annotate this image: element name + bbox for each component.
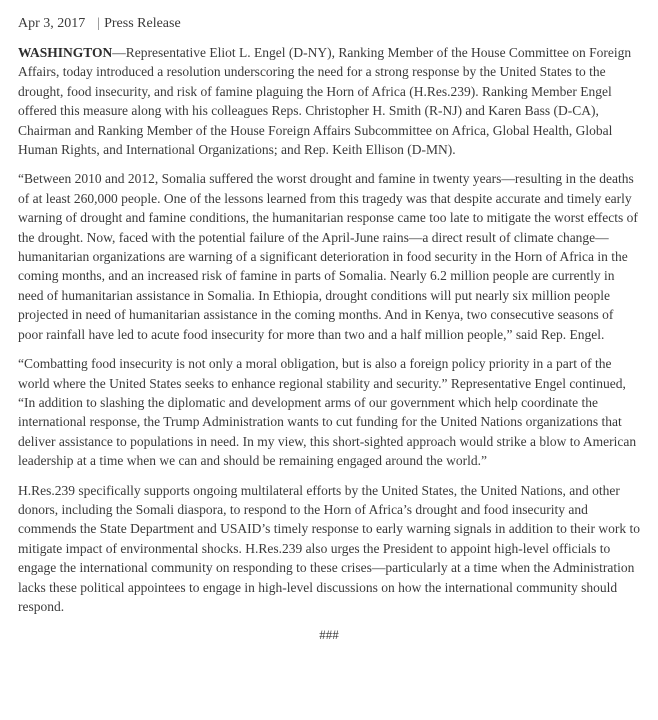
article-paragraph-3: “Combatting food insecurity is not only a moral obligation, but is also a foreign policy priority in a part of the world where the United States seeks to enhance regional stability and security.” Representative Engel continued, “In addition to slashing the diplomatic and development arms of our government which help coordinate the international response, the Trump Administration wants to cut funding for the United Nations organizations that deliver assistance to populations in need. In my view, this short-sighted approach would strike a blow to American leadership at a time when we can and should be remaining engaged around the world.” (18, 356, 637, 469)
article-category: Press Release (104, 16, 181, 31)
article-paragraph-4: H.Res.239 specifically supports ongoing multilateral efforts by the United States, the United Nations, and other donors, including the Somali diaspora, to respond to the Horn of Africa’s drought and food insecurity and commends the State Department and USAID’s timely response to early warning signals in addition to their work to mitigate impact of environmental shocks. H.Res.239 also urges the President to appoint high-level officials to engage the international community on responding to these crises—particularly at a time when the Administration lacks these political appointees to engage in high-level discussions on how the international community should respond. (18, 482, 641, 614)
article-meta (18, 14, 640, 34)
dateline: WASHINGTON (18, 45, 113, 60)
article-paragraph-1 (18, 43, 640, 159)
meta-separator: | (97, 16, 101, 31)
publish-date: Apr 3, 2017 (18, 16, 86, 31)
end-mark: ### (319, 627, 339, 643)
paragraph-1-text: —Representative Eliot L. Engel (D-NY), Ranking Member of the House Committee on Foreign Affairs, today introduced a resolution underscoring the need for a strong response by the United States to the drought, food insecurity, and risk of famine plaguing the Horn of Africa (H.Res.239). Ranking Member Engel offered this measure along with his colleagues Reps. Christopher H. Smith (R-NJ) and Karen Bass (D-CA), Chairman and Ranking Member of the House Foreign Affairs Subcommittee on Africa, Global Health, Global Human Rights, and International Organizations; and Rep. Keith Ellison (D-MN). (18, 45, 632, 158)
article-paragraph-2: “Between 2010 and 2012, Somalia suffered the worst drought and famine in twenty years—resulting in the deaths of at least 260,000 people. One of the lessons learned from this tragedy was that despite accurate and timely early warning of drought and famine conditions, the humanitarian response came too late to mitigate the worst effects of the drought. Now, faced with the potential failure of the April-June rains—a direct result of climate change—humanitarian organizations are warning of a significant deterioration in food security in the Horn of Africa in the coming months, and an increased risk of famine in parts of Somalia. Nearly 6.2 million people are currently in need of humanitarian assistance in Somalia. In Ethiopia, drought conditions will put nearly six million people projected in need of humanitarian assistance in the coming months. And in Kenya, two consecutive seasons of poor rainfall have led to acute food insecurity for more than two and a half million people,” said Rep. Engel. (18, 171, 638, 342)
